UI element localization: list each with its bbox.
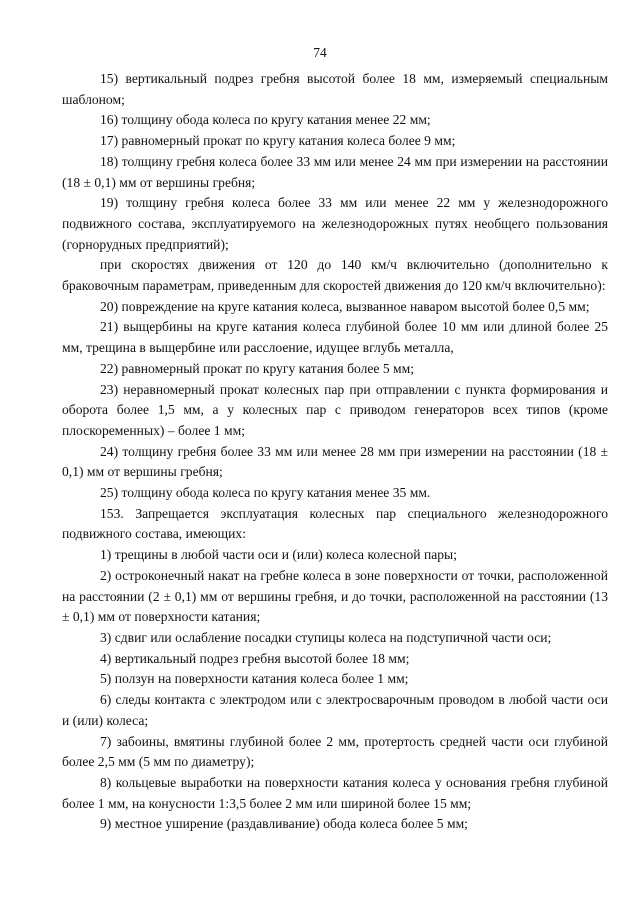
paragraph-sub-item-5: 5) ползун на поверхности катания колеса более 1 мм; xyxy=(100,671,409,687)
paragraph-item-21: 21) выщербины на круге катания колеса глубиной более 10 мм или длиной более 25 мм, трещина в выщербине или расслоение, идущее вглубь металла, xyxy=(62,319,608,356)
paragraph-item-19: 19) толщину гребня колеса более 33 мм или менее 22 мм у железнодорожного подвижного состава, эксплуатируемого на железнодорожных путях необщего пользования (горнорудных предприятий); xyxy=(62,195,608,252)
paragraph-item-24: 24) толщину гребня более 33 мм или менее 28 мм при измерении на расстоянии (18 ± 0,1) мм от вершины гребня; xyxy=(62,443,608,480)
paragraph-item-15: 15) вертикальный подрез гребня высотой более 18 мм, измеряемый специальным шаблоном; xyxy=(62,71,608,107)
paragraph-section-153: 153. Запрещается эксплуатация колесных пар специального железнодорожного подвижного состава, имеющих: xyxy=(62,505,608,542)
paragraph-sub-item-6: 6) следы контакта с электродом или с электросварочным проводом в любой части оси и (или) колеса; xyxy=(62,692,608,728)
page-number: 74 xyxy=(313,45,327,60)
document-body xyxy=(62,69,608,835)
paragraph-item-20: 20) повреждение на круге катания колеса, вызванное наваром высотой более 0,5 мм; xyxy=(100,298,590,314)
paragraph-sub-item-9: 9) местное уширение (раздавливание) обода колеса более 5 мм; xyxy=(100,816,468,832)
paragraph-sub-item-4: 4) вертикальный подрез гребня высотой более 18 мм; xyxy=(100,650,410,666)
paragraph-sub-item-8: 8) кольцевые выработки на поверхности катания колеса у основания гребня глубиной более 1 мм, на конусности 1:3,5 более 2 мм или шириной более 15 мм; xyxy=(62,774,608,811)
paragraph-speed-condition: при скоростях движения от 120 до 140 км/ч включительно (дополнительно к браковочным параметрам, приведенным для скоростей движения до 120 км/ч включительно): xyxy=(62,257,608,294)
paragraph-item-16: 16) толщину обода колеса по кругу катания менее 22 мм; xyxy=(100,112,431,128)
paragraph-item-17: 17) равномерный прокат по кругу катания колеса более 9 мм; xyxy=(100,133,456,149)
paragraph-item-25: 25) толщину обода колеса по кругу катания менее 35 мм. xyxy=(100,485,431,501)
paragraph-sub-item-3: 3) сдвиг или ослабление посадки ступицы колеса на подступичной части оси; xyxy=(100,629,552,645)
paragraph-sub-item-1: 1) трещины в любой части оси и (или) колеса колесной пары; xyxy=(100,547,457,563)
paragraph-sub-item-7: 7) забоины, вмятины глубиной более 2 мм, протертость средней части оси глубиной более 2,5 мм (5 мм по диаметру); xyxy=(62,733,608,770)
paragraph-item-22: 22) равномерный прокат по кругу катания более 5 мм; xyxy=(100,360,415,376)
paragraph-item-18: 18) толщину гребня колеса более 33 мм или менее 24 мм при измерении на расстоянии (18 ± 0,1) мм от вершины гребня; xyxy=(62,153,608,190)
paragraph-sub-item-2: 2) остроконечный накат на гребне колеса в зоне поверхности от точки, расположенной на расстоянии (2 ± 0,1) мм от вершины гребня, и до точки, расположенной на расстоянии (13 ± 0,1) мм от поверхности катания; xyxy=(62,567,608,625)
paragraph-item-23: 23) неравномерный прокат колесных пар при отправлении с пункта формирования и оборота более 1,5 мм, а у колесных пар с приводом генераторов всех типов (кроме плоскоременных) – более 1 мм; xyxy=(62,381,608,438)
